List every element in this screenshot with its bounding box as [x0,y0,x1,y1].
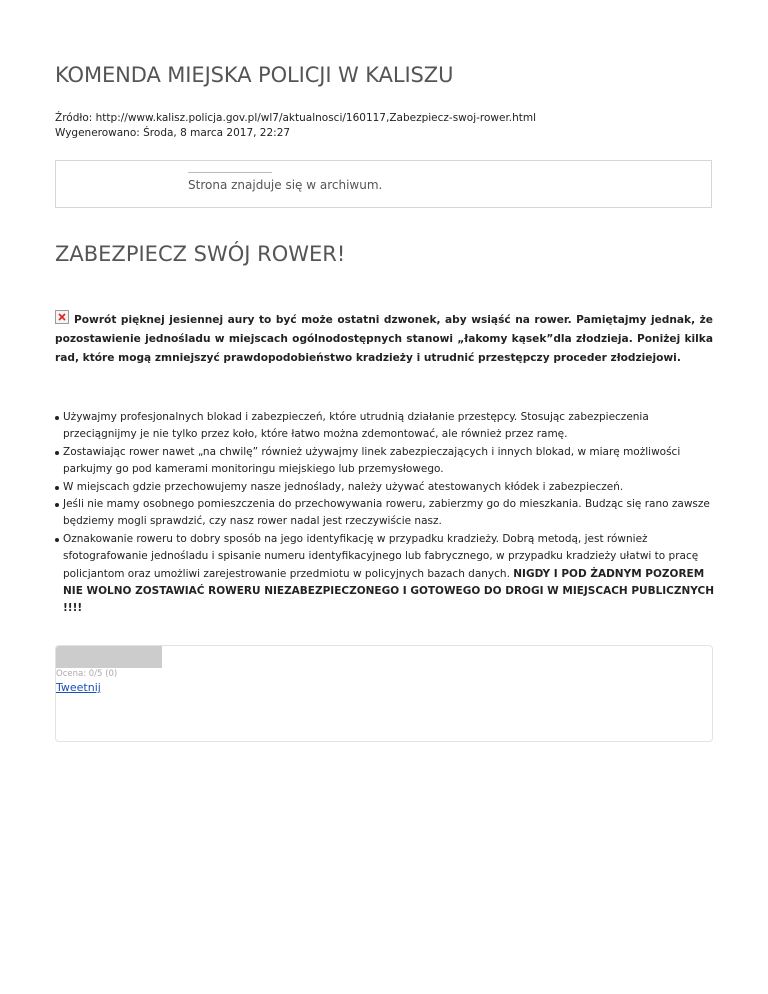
print-meta [55,111,536,141]
list-item: Jeśli nie mamy osobnego pomieszczenia do przechowywania roweru, zabierzmy go do mieszkania. Budząc się rano zawsze będziemy mogli sprawdzić, czy nasz rower nadal jest rzeczywiście nasz. [63,496,723,531]
article-lead [55,310,713,368]
tip-text: Oznakowanie roweru to dobry sposób na jego identyfikację w przypadku kradzieży. Dobrą metodą, jest również sfotografowanie jednośladu i spisanie numeru identyfikacyjnego lub fabrycznego, w przypadku kradzieży ułatwi to pracę policjantom oraz umożliwi zarejestrowanie przedmiotu w policyjnych bazach danych. [63,532,699,580]
archive-notice: Strona znajduje się w archiwum. [188,178,383,192]
archive-divider [188,172,272,173]
tips-list [55,409,723,618]
list-item: Zostawiając rower nawet „na chwilę” również używajmy linek zabezpieczających i innych blokad, w miarę możliwości parkujmy go pod kamerami monitoringu miejskiego lub przemysłowego. [63,444,723,479]
generated-date: Wygenerowano: Środa, 8 marca 2017, 22:27 [55,127,291,139]
list-item [63,531,723,618]
list-item: Używajmy profesjonalnych blokad i zabezpieczeń, które utrudnią działanie przestępcy. Stosując zabezpieczenia przeciągnijmy je nie tylko przez koło, które łatwo można zdemontować, ale również przez ramę. [63,409,723,444]
rating-text: Ocena: 0/5 (0) [56,669,118,679]
warning-text: NIGDY I POD ŻADNYM POZOREM NIE WOLNO ZOSTAWIAĆ ROWERU NIEZABEZPIECZONEGO I GOTOWEGO DO DROGI W MIEJSCACH PUBLICZNYCH !!!! [63,567,714,615]
tweet-link[interactable]: Tweetnij [56,681,101,694]
broken-image-icon [55,310,69,324]
list-item: W miejscach gdzie przechowujemy nasze jednoślady, należy używać atestowanych kłódek i zabezpieczeń. [63,479,723,496]
source-url: Źródło: http://www.kalisz.policja.gov.pl/wl7/aktualnosci/160117,Zabezpiecz-swoj-rower.html [55,112,537,124]
article-lead-text: Powrót pięknej jesiennej aury to być może ostatni dzwonek, aby wsiąść na rower. Pamiętajmy jednak, że pozostawienie jednośladu w miejscach ogólnodostępnych stanowi „łakomy kąsek”dla złodzieja. Poniżej kilka rad, które mogą zmniejszyć prawdopodobieństwo kradzieży i utrudnić przestępczy proceder złodziejowi. [55,314,713,364]
site-title: KOMENDA MIEJSKA POLICJI W KALISZU [55,63,454,87]
article-title: ZABEZPIECZ SWÓJ ROWER! [55,242,346,266]
archive-notice-box [55,160,712,208]
rating-share-box [55,645,713,742]
rating-stars-bar[interactable] [56,646,162,668]
